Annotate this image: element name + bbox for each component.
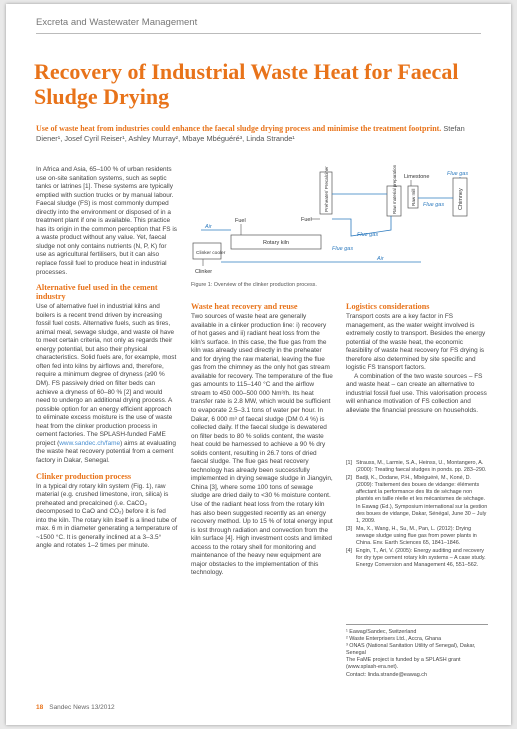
reference-item: [1] Strauss, M., Larmie, S.A., Heinss, U., Montangero, A. (2000): Treating faecal sludges in ponds. pp. 283–290. (346, 460, 487, 474)
page-footer (36, 704, 115, 711)
waste-heat-paragraph: Two sources of waste heat are generally available in a clinker production line: i) recovery of hot gases and ii) radiant heat loss from the kiln's surface. In this case, the flue gas from the kiln was already used directly in the preheater and for drying the raw material, leaving the flue gas from the chimney as the only hot gas stream available for recovery. The temperature of the flue gas amounts to 115–140 °C and the airflow stream to 450 000–500 000 Nm³/h. Its heat transfer rate is 2.8 MW, which would be sufficient to evaporate 2.5–3.1 tons of water per hour. In Dakar, 6 000 m³ of faecal sludge (DM 0.4 %) is collected daily. If the faecal sludge is dewatered on filter beds to 80 % solids content, the waste heat could be harnessed to achieve a 90 % dry solids content, resulting in 26.7 tons of dried faecal sludge. The flue gas heat recovery technology has already been successfully implemented in drying sewage sludge in Jiangyin, China [3], where some 100 tons of sewage sludge are dried daily to <30 % moisture content. Use of the radiant heat loss from the rotary kiln has also been suggested recently as an energy recovery method. Up to 15 % of total energy input is lost through radiation and convection from the kiln surface [4]. High investment costs and limited access to the rotary shell for monitoring and maintenance of the heavy new equipment are major obstacles to the implementation of this technology. (191, 313, 333, 577)
heading-alternative-fuel: Alternative fuel used in the cement industry (36, 283, 158, 302)
article-lead: Use of waste heat from industries could enhance the faecal sludge drying process and minimise the treatment footprint. (36, 124, 442, 133)
flue-gas-label-mid: Flue gas (423, 202, 445, 208)
alt-fuel-text-b: ) aims at evaluating the waste heat recovery potential from a cement factory in Dakar, Senegal. (36, 439, 176, 464)
logistics-paragraph-1: Transport costs are a key factor in FS management, as the water weight involved is extremely costly to transport. Besides the energy potential of the waste heat, the economic feasibility of waste heat recovery for FS drying is therefore also determined by site specific and logistic FS transport factors. (346, 313, 486, 372)
references (346, 460, 488, 570)
flue-gas-label-top: Flue gas (447, 171, 469, 177)
flue-gas-label-lower: Flue gas (357, 232, 379, 238)
section-label: Excreta and Wastewater Management (36, 17, 198, 28)
air-label-bottom: Air (377, 256, 384, 262)
intro-paragraph: In Africa and Asia, 65–100 % of urban residents use on-site sanitation systems, such as septic tanks or latrines [1]. These systems are typically emptied with suction trucks or by manual labour. Faecal sludge (FS) is most commonly dumped directly into the environment or disposed of in a treatment plant if one is available. This practice has its origin in the common perception that FS is a waste product without any value. Yet, faecal sludge not only contains nutrients (N, P, K) for use as agricultural fertilisers, but it can also replace fossil fuel to produce heat in industrial processes. (36, 166, 177, 276)
preheater-label: Preheater/ Precalciner (324, 166, 329, 212)
flue-gas-label-kiln: Flue gas (332, 246, 354, 252)
alternative-fuel-paragraph (36, 303, 178, 465)
affiliations-note (346, 624, 488, 679)
column-2 (191, 302, 333, 578)
alt-fuel-text-a: Use of alternative fuel in industrial kilns and boilers is a recent trend driven by increasing fossil fuel costs. Alternative fuels, such as tires, animal meal, sewage sludge, and waste oil have to meet certain criteria, not only as regards their energy potential, but also their physical characteristics. Solid fuels are, for example, most often fed into kilns by airflows and, therefore, require a minimum degree of dryness (≥90 % DM). FS passively dried on filter beds can achieve a dryness of 60–80 % [2] and would need to undergo an additional drying process. A possible option for an energy efficient approach to eliminate excess moisture is the use of waste heat from the clinker production process in cement factories. The SPLASH-funded FaME project ( (36, 303, 177, 447)
column-1 (36, 166, 178, 551)
column-3 (346, 302, 488, 416)
air-label-top: Air (205, 224, 212, 230)
fame-project-link[interactable]: www.sandec.ch/fame (59, 439, 121, 447)
limestone-label: Limestone (404, 174, 430, 180)
fuel-label-left: Fuel (235, 218, 246, 224)
page-number: 18 (36, 704, 44, 711)
affiliation-2: ² Waste Enterprisers Ltd., Accra, Ghana (346, 636, 442, 643)
article-subtitle (36, 124, 486, 144)
header-rule (36, 33, 481, 34)
affiliation-3: ³ ONAS (National Sanitation Utility of Senegal), Dakar, Senegal (346, 643, 476, 657)
heading-clinker-production: Clinker production process (36, 471, 132, 481)
raw-mill-label: Raw mill (411, 188, 416, 206)
affiliation-1: ¹ Eawag/Sandec, Switzerland (346, 629, 417, 635)
funding-note: The FaME project is funded by a SPLASH grant (www.splash-era.net). (346, 657, 461, 671)
heading-logistics: Logistics considerations (346, 302, 430, 311)
clinker-label: Clinker (195, 269, 213, 275)
raw-material-label: Raw material preparation (392, 164, 397, 214)
clinker-process-diagram (191, 164, 491, 279)
reference-item: [3] Ma, X., Wang, H., Su, M., Pan, L. (2012): Drying sewage sludge using flue gas from power plants in China. Env. Earth Sciences 65, 1841–1846. (346, 525, 477, 547)
article-title: Recovery of Industrial Waste Heat for Faecal Sludge Drying (34, 59, 459, 109)
article-authors: Stefan Diener¹, Josef Cyril Reiser¹, Ashley Murray², Mbaye Mbéguéré³, Linda Strande¹ (36, 124, 465, 143)
clinker-paragraph: In a typical dry rotary kiln system (Fig. 1), raw material (e.g. crushed limestone, iron, silica) is preheated and precalcined (i.e. CaCO₃ decomposed to CaO and CO₂) before it is fed into the kiln. The rotary kiln itself is a lined tube of max. 6 m in diameter generating a temperature of ~1500 °C. It is generally inclined at a 3–3.5° angle and rotates 1–2 times per minute. (36, 482, 178, 550)
fuel-label-right: Fuel (301, 217, 312, 223)
heading-waste-heat: Waste heat recovery and reuse (191, 302, 298, 311)
rotary-kiln-label: Rotary kiln (263, 240, 289, 246)
reference-item: [4] Engin, T., Ari, V. (2005): Energy auditing and recovery for dry type cement rotary kiln systems – A case study. Energy Conversion and Management 46, 551–562. (346, 548, 486, 569)
reference-item: [2] Badji, K., Dodane, P.H., Mbéguéré, M., Koné, D. (2009): Traitement des boues de vidange: éléments affectant la performance des lits de séchage non plantés en taille réelle et les mécanismes de séchage. In Eawag (Ed.), Symposium international sur la gestion des boues de vidange, Dakar, Sénégal, June 30 – July 1, 2009. (346, 475, 488, 524)
figure-caption: Figure 1: Overview of the clinker production process. (191, 282, 317, 288)
contact-note: Contact: linda.strande@eawag.ch (346, 671, 427, 678)
issue-label: Sandec News 13/2012 (49, 704, 115, 711)
chimney-label: Chimney (458, 188, 464, 210)
clinker-cooler-label: Clinker cooler (196, 251, 226, 256)
page (6, 4, 511, 725)
logistics-paragraph-2: A combination of the two waste sources – FS and waste heat – can create an alternative to industrial fossil fuel use. This valorisation process will enhance motivation of FS collection and alleviate the financial pressure on households. (346, 372, 487, 415)
